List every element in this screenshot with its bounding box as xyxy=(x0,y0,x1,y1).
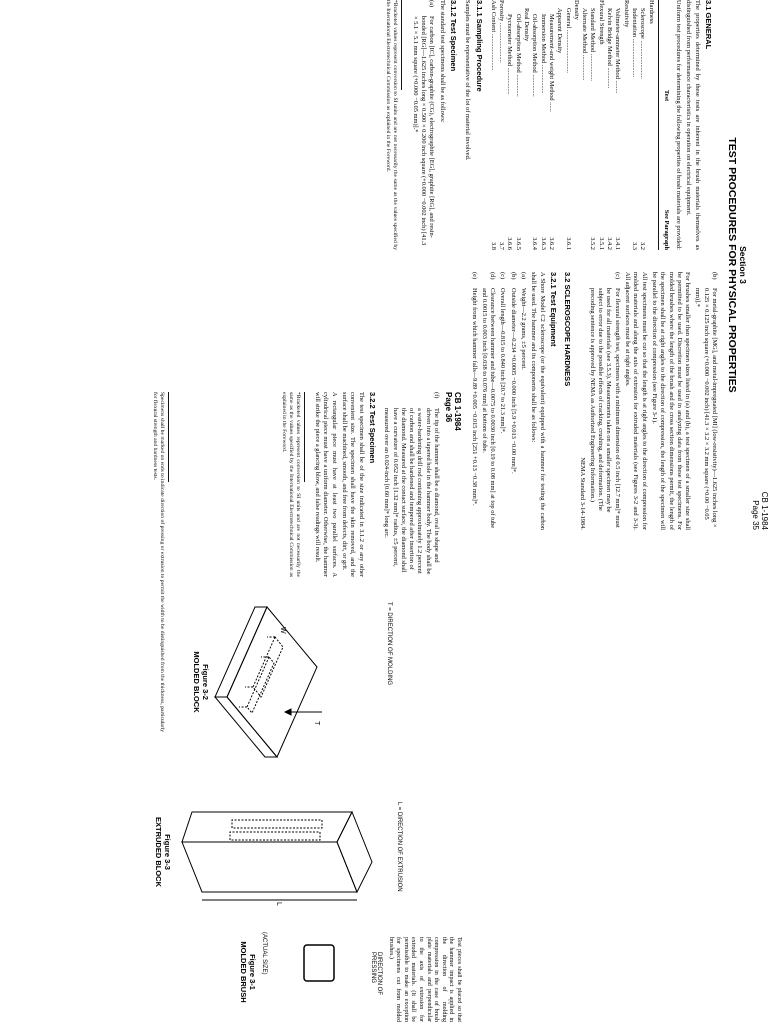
toc-paragraph-ref: 3.3 xyxy=(630,242,638,250)
toc-paragraph-ref: 3.7 xyxy=(498,242,506,250)
block-side-face xyxy=(182,842,357,892)
specimen-list xyxy=(411,0,436,250)
figure-subtitle: MOLDED BLOCK xyxy=(192,651,201,713)
doc-number: CB 1-1984 xyxy=(453,392,462,431)
toc-paragraph-ref: 3.6.2 xyxy=(547,237,555,250)
brush-outline xyxy=(304,945,334,981)
toc-label: Real Density xyxy=(523,8,531,42)
figure-3-3-caption xyxy=(154,792,172,912)
toc-row xyxy=(621,0,629,250)
page-number: Page 36 xyxy=(444,392,453,423)
paragraph: For brushes smaller than specimen sizes listed in (a) and (b), a test specimen of a smaller size shall be permitted to be used. Discretion must be used in analyzing data from these test specimens. For molded brushes where the length of the brush and the cross section dimensions permit, the length of the specimen shall be at right angles to the direction of compression, the length of the specimen will be parallel to the direction of compression (see Figure 3-1). xyxy=(650,272,692,530)
list-text: Overall length—0.815 to 0.840 inch [20.7 to 21.3 mm]*. xyxy=(499,288,507,434)
paragraph: Test pieces shall be placed so that the hammer impact is applied in the direction of molding compression in the case of brush plate materials and perpendicular to the axis of extrusion for extruded materials. (It shall be permissible to make an exception for specimens cut from molded brushes.) xyxy=(387,937,462,1022)
toc-paragraph-ref: 3.8 xyxy=(489,242,497,250)
paragraph: Samples must be representative of the lot of material involved. xyxy=(464,0,472,161)
list-text: Outside diameter—0.234 +0.0005 −0.000 inch [5.9 +0.013 −0.00 mm]*. xyxy=(509,288,517,474)
toc-row xyxy=(522,0,530,250)
toc-paragraph-ref: 3.4.1 xyxy=(614,237,622,250)
toc-row xyxy=(630,0,638,250)
section-label: Section 3 xyxy=(738,246,748,284)
footnote: *Bracketed values represent conversion to SI units and are not necessarily the same as the values specified by the International Electrotechnical Commission as explained in the Foreword. xyxy=(385,0,399,250)
toc-label: Oil-absorption Method .............. xyxy=(531,14,539,97)
list-item xyxy=(498,272,506,530)
toc-paragraph-ref: 3.6.1 xyxy=(564,237,572,250)
toc-row xyxy=(547,0,555,250)
toc-paragraph-ref: 3.2 xyxy=(639,242,647,250)
list-text: For carbon [IC], carbon-graphite (CG), electrographite [EG], graphite [RG], and resin-bonded [RG]—1.625 inches long × 0.500 × 0.200 inch square (+0.000 −0.002 inch) [41.3 × 5.1 × 5.1 mm square (+0.000 −0.05 mm)].* xyxy=(411,16,436,246)
page-36 xyxy=(0,392,462,1024)
list-key: (f) xyxy=(433,392,440,399)
footnote-block xyxy=(149,392,172,732)
toc-label: Indentation ........................ xyxy=(630,8,638,78)
paragraph: The test specimen shall be of the size indicated in 3.1.2 or any other convenient size. The specimen shall have the skin removed, and the surface shall be machined, smooth, and free from defects, dirt, or grit. xyxy=(341,392,365,577)
figure-3-3-note: L = DIRECTION OF EXTRUSION xyxy=(396,802,402,892)
list-key: (c) xyxy=(613,272,621,280)
list-text: Weight—2.2 grams, ±5 percent. xyxy=(520,288,528,370)
footnote-rule xyxy=(168,392,169,482)
toc-row xyxy=(555,0,563,250)
right-column xyxy=(467,272,718,530)
block-top-face xyxy=(227,607,317,757)
toc-label: Resistivity xyxy=(622,0,630,28)
label-L: L xyxy=(275,902,282,906)
figure-3-2-caption xyxy=(192,602,210,762)
toc-paragraph-ref: 3.6.3 xyxy=(539,237,547,250)
toc-label: Immersion Method .................. xyxy=(539,14,547,94)
section-title: TEST PROCEDURES FOR PHYSICAL PROPERTIES xyxy=(726,137,738,393)
toc-row xyxy=(563,0,571,250)
toc-label: Measurement-and weight Method ...... xyxy=(547,14,555,112)
figure-subtitle: MOLDED BRUSH xyxy=(239,941,248,1003)
paragraph: The properties determined by these tests are inherent in the brush materials themselves as distinguished from performance characteristics in operation on electrical equipment. xyxy=(685,0,701,250)
block-front-face xyxy=(182,812,352,842)
toc-row xyxy=(530,0,538,250)
toc-row xyxy=(497,0,505,250)
footnote-rule xyxy=(402,0,403,90)
block-top-face xyxy=(337,812,372,892)
toc-label: Ash Content ....................... xyxy=(489,0,497,71)
left-column xyxy=(383,0,719,250)
list-item xyxy=(588,272,621,530)
list-key: (b) xyxy=(509,272,517,280)
toc-paragraph-ref: 3.5.2 xyxy=(589,237,597,250)
list-text: The tip of the hammer shall be a diamond, oval in shape and driven into a tapered hole in the hammer body. The body shall be a water-hardening drill rod containing approximately 1.2 percent of carbon and shall be hardened and tempered after insertion of the diamond. Measured at the contact surface, the diamond shall have a curvature of 0.052 inch [1.32 mm]* radius, ±5 percent, measured over an 0.024-inch [0.60 mm]* long arc. xyxy=(383,408,440,575)
heading-3-2-2: 3.2.2 Test Specimen xyxy=(367,392,377,464)
list-item xyxy=(693,272,718,530)
heading-3-1: 3.1 GENERAL xyxy=(704,0,713,50)
heading-3-1-2: 3.1.2 Test Specimen xyxy=(448,0,458,72)
figure-title: Figure 3-1 xyxy=(248,954,257,990)
toc-label: Standard Method ................. xyxy=(589,8,597,81)
toc-row xyxy=(638,0,646,250)
heading-3-2-1: 3.2.1 Test Equipment xyxy=(548,272,558,347)
toc-label: Oil-absorption Method .............. xyxy=(514,14,522,97)
list-key: (c) xyxy=(499,272,507,280)
label-W: W xyxy=(279,627,286,634)
left-column xyxy=(278,392,440,577)
toc-row xyxy=(588,0,596,250)
heading-3-2: 3.2 SCLEROSCOPE HARDNESS xyxy=(563,272,573,387)
specimen-list-c xyxy=(588,272,621,530)
list-key: (d) xyxy=(489,272,497,280)
toc-label: Scleroscope ........................ xyxy=(639,8,647,79)
toc-paragraph-ref: 3.6.6 xyxy=(506,237,514,250)
doc-number: CB 1-1984 xyxy=(760,491,769,530)
footnote: *Bracketed values represent conversion to SI units and are not necessarily the same as the values specified by the International Electrotechnical Commission as explained in the Foreword. xyxy=(280,392,301,577)
page-header xyxy=(750,492,768,530)
list-key: (a) xyxy=(520,272,528,280)
toc-paragraph-ref: 3.5.1 xyxy=(597,237,605,250)
figure-3-1-caption xyxy=(239,922,257,1022)
figure-subtitle: EXTRUDED BLOCK xyxy=(154,816,163,887)
toc-row xyxy=(646,0,654,250)
toc-label: Alternate Method ................ xyxy=(581,8,589,81)
hammer-spec-list-cont xyxy=(382,392,440,577)
toc-row xyxy=(613,0,621,250)
figure-title: Figure 3-3 xyxy=(163,834,172,870)
figure-3-2-note: T = DIRECTION OF MOLDING xyxy=(386,602,392,686)
toc-label: Flexural Strength xyxy=(597,0,605,45)
toc-header xyxy=(662,0,670,250)
toc-label: Hardness xyxy=(647,0,655,24)
figure-title: Figure 3-2 xyxy=(201,664,210,700)
paragraph: All test specimens must be cut so that the length is at right angles to the direction of compression for molded materials and along the axis of extrusion for extruded materials (see Figures 3-2 and 3-3). All adjacent surfaces must be at right angles. xyxy=(624,272,648,530)
list-key: (b) xyxy=(711,272,718,280)
paragraph: Uniform test procedures for determining the following properties of brush materials are provided: xyxy=(675,0,683,250)
toc-list xyxy=(489,0,655,250)
list-item xyxy=(469,272,477,530)
toc-row xyxy=(572,0,580,250)
figure-3-1-molded-brush xyxy=(282,937,342,997)
list-text: For metal-graphite [MG], and metal-impregnated [MI] (low-resistivity)—1.625 inches long × 0.125 × 0.125 inch square (+0.000 −0.002 inch) [41.3 × 3.2 × 3.2 mm square (+0.00 −0.05 mm)].* xyxy=(694,288,718,528)
side-paragraph xyxy=(384,937,462,1022)
toc-label: Porosity ......................... xyxy=(498,0,506,63)
list-key: (e) xyxy=(470,272,478,280)
list-text: Clearance between hammer and tube—0.0075 to 0.0030 inch [0.19 to 0.08 mm] at top of tube and 0.0015 to 0.003 inch [0.038 to 0.076 mm] at bottom of tube. xyxy=(480,288,497,529)
toc-head-para: See Paragraph xyxy=(662,209,670,250)
list-item xyxy=(508,272,516,530)
toc-paragraph-ref: 3.6.5 xyxy=(514,237,522,250)
label-T: T xyxy=(313,721,320,726)
paragraph: The standard test specimens shall be as follows: xyxy=(438,0,446,123)
list-item xyxy=(480,272,497,530)
figure-3-1-direction: DIRECTION OF PRESSING xyxy=(370,952,382,995)
toc-paragraph-ref: 3.6.4 xyxy=(531,237,539,250)
toc-label: Apparent Density xyxy=(556,8,564,54)
toc-row xyxy=(513,0,521,250)
toc-row xyxy=(538,0,546,250)
nema-standard-note: NEMA Standard 3-14-1984. xyxy=(578,457,586,530)
figure-3-1-actual-size: (ACTUAL SIZE) xyxy=(261,932,267,975)
paragraph: A rectangular piece must have at least two parallel surfaces. A cylindrical piece must have a uniform diameter. Otherwise, the hammer will strike the piece a glancing blow, and false readings will result. xyxy=(314,392,338,577)
toc-label: Density xyxy=(572,0,580,20)
footnote: Specimens shall be marked on ends to indicate direction of pressing or extrusion to permit the width to be distinguished from the thickness, particularly for flexural strength and hardness tests. xyxy=(152,392,165,732)
list-item xyxy=(382,392,440,577)
footnote-rule xyxy=(304,392,305,482)
list-item xyxy=(519,272,527,530)
specimen-outlines xyxy=(230,820,322,840)
paragraph: A Shore Model C2 scleroscope (or the equivalent) equipped with a hammer for testing the carbon shall be used. The hammer and its components shall be as follows: xyxy=(530,272,546,530)
rule xyxy=(658,0,659,250)
heading-3-1-1: 3.1.1 Sampling Procedure xyxy=(474,0,484,92)
toc-paragraph-ref: 3.4.2 xyxy=(606,237,614,250)
toc-label: General ........................... xyxy=(564,8,572,73)
list-item xyxy=(411,0,436,250)
specimen-list-b xyxy=(693,272,718,530)
hammer-spec-list xyxy=(469,272,527,530)
toc-label: Pycnometer Method ................. xyxy=(506,14,514,95)
toc-row xyxy=(505,0,513,250)
figure-3-2-molded-block xyxy=(217,597,367,767)
figure-3-3-extruded-block xyxy=(182,792,382,912)
toc-row xyxy=(596,0,604,250)
page-header xyxy=(444,392,462,431)
list-text: Height from which hammer falls—9.89 +0.005 −0.015 inch [251 +0.13 −0.38 mm]*. xyxy=(470,288,478,506)
toc-row xyxy=(489,0,497,250)
toc-row xyxy=(605,0,613,250)
toc-head-test: Test xyxy=(662,90,670,102)
toc-row xyxy=(580,0,588,250)
page-number: Page 35 xyxy=(751,500,761,530)
list-key: (a) xyxy=(428,0,436,8)
list-text: For flexural strength test, specimens with a minimum dimension of 0.5 inch [12.7 mm]* must be used for all materials (see 3.5.3). Measurements taken on a smaller specimen may be subject to error due to the possible effects of cracking, crushing, and deformation. (The precoding sentence is approved by NEMA as Authorized Engineering Information.) xyxy=(588,288,621,528)
toc-label: Kelvin Bridge Method ............. xyxy=(606,8,614,89)
toc-label: Voltmeter-ammeter Method ........ xyxy=(614,8,622,94)
